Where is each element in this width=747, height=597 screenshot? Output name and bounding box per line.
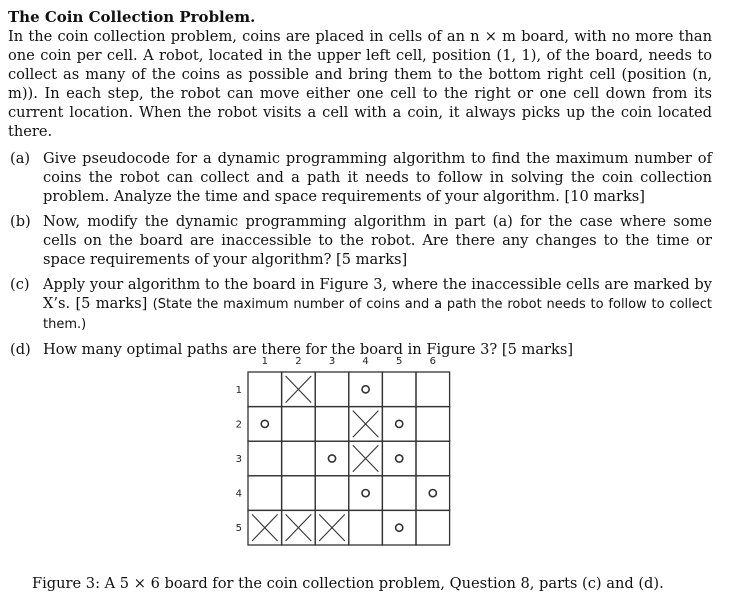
- part-body: How many optimal paths are there for the board in Figure 3? [5 marks]: [43, 341, 574, 358]
- column-label: 6: [429, 356, 436, 367]
- board-cell: [382, 441, 416, 476]
- coin-marker: [261, 420, 268, 427]
- board-cell: [248, 372, 282, 407]
- problem-intro: In the coin collection problem, coins are placed in cells of an n × m board, with no more than one coin per cell. A robot, located in the upper left cell, position (1, 1), of the board, needs to collect as many of the coins as possible and bring them to the bottom right cell (position (n, m)). In each step, the robot can move either one cell to the right or one cell down from its current location. When the robot visits a cell with a coin, it always picks up the coin located there.: [8, 28, 712, 140]
- board-cell: [282, 441, 316, 476]
- board-cell: [315, 407, 349, 442]
- part-body: Apply your algorithm to the board in Figure 3, where the inaccessible cells are marked by X’s. [5 marks]: [43, 276, 712, 312]
- board-cell: [349, 510, 383, 545]
- question-part-b: [8, 212, 712, 269]
- board-cell: [382, 372, 416, 407]
- board-cell: [382, 407, 416, 442]
- board-cell: [248, 476, 282, 511]
- column-label: 3: [328, 356, 336, 367]
- board-cell: [282, 407, 316, 442]
- blocked-cell-x: [252, 514, 278, 541]
- coin-marker: [396, 524, 403, 531]
- board-cell: [315, 372, 349, 407]
- column-label: 5: [396, 356, 403, 367]
- blocked-cell-x: [286, 514, 312, 541]
- blocked-cell-x: [353, 445, 379, 472]
- part-body: Now, modify the dynamic programming algorithm in part (a) for the case where some cells on the board are inaccessible to the robot. Are there any changes to the time or space requirements of your algorithm? [5 marks]: [43, 213, 712, 268]
- part-text: [43, 275, 712, 334]
- board-cell: [416, 510, 450, 545]
- board-cell: [349, 476, 383, 511]
- coin-marker: [362, 386, 369, 393]
- part-label: (a): [10, 150, 31, 167]
- problem-document: [8, 8, 712, 365]
- board-cell: [248, 441, 282, 476]
- part-label: (b): [10, 213, 31, 230]
- board-cell: [282, 476, 316, 511]
- coin-marker: [396, 420, 403, 427]
- coin-marker: [396, 455, 403, 462]
- row-label: 4: [235, 488, 242, 500]
- board-cell: [315, 441, 349, 476]
- board-cell: [382, 510, 416, 545]
- row-label: 3: [235, 454, 242, 465]
- row-label: 1: [235, 384, 242, 396]
- problem-title: The Coin Collection Problem.: [8, 8, 256, 26]
- coin-board-figure: [224, 350, 454, 550]
- board-cell: [248, 407, 282, 442]
- coin-marker: [429, 490, 436, 497]
- question-part-c: [8, 275, 712, 334]
- blocked-cell-x: [319, 514, 345, 541]
- board-cell: [416, 441, 450, 476]
- board-cell: [382, 476, 416, 511]
- part-note: (State the maximum number of coins and a path the robot needs to follow to collect them.): [43, 297, 712, 332]
- coin-marker: [328, 455, 335, 462]
- question-part-a: [8, 149, 712, 206]
- board-cell: [416, 407, 450, 442]
- figure-caption: Figure 3: A 5 × 6 board for the coin collection problem, Question 8, parts (c) and (d).: [32, 575, 664, 592]
- column-label: 4: [362, 356, 369, 367]
- part-text: [43, 212, 712, 269]
- board-cell: [349, 372, 383, 407]
- row-label: 2: [235, 419, 242, 431]
- part-body: Give pseudocode for a dynamic programming algorithm to find the maximum number of coins the robot can collect and a path it needs to follow in solving the coin collection problem. Analyze the time and space requirements of your algorithm. [10 marks]: [43, 150, 712, 205]
- blocked-cell-x: [286, 376, 312, 403]
- column-label: 1: [261, 356, 268, 367]
- board-cell: [416, 372, 450, 407]
- board-cell: [315, 476, 349, 511]
- column-label: 2: [295, 356, 302, 367]
- board-cell: [416, 476, 450, 511]
- coin-marker: [362, 490, 369, 497]
- part-text: [43, 149, 712, 206]
- row-label: 5: [235, 523, 242, 535]
- blocked-cell-x: [353, 411, 379, 438]
- part-label: (d): [10, 341, 31, 358]
- part-label: (c): [10, 276, 30, 293]
- question-parts: [8, 149, 712, 359]
